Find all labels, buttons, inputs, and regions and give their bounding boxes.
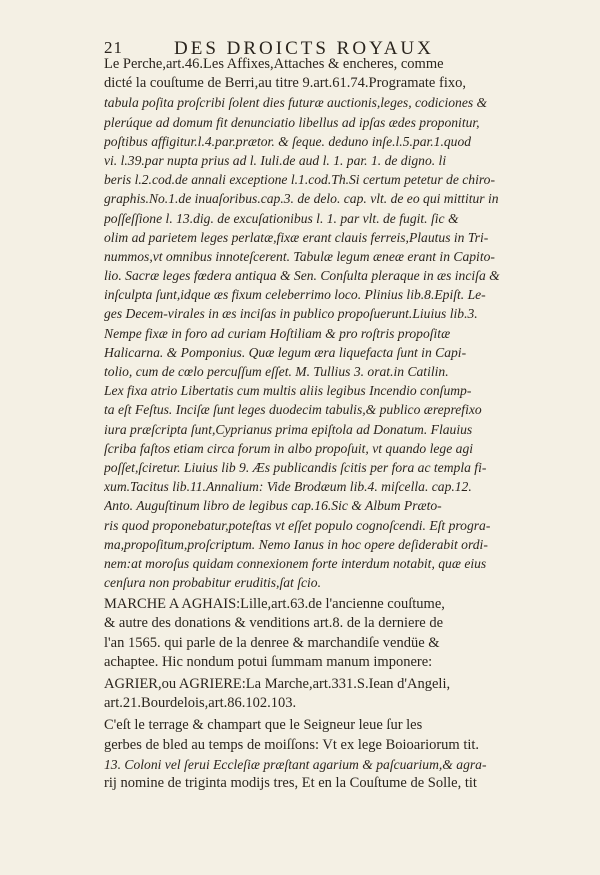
text-line: inſculpta ſunt,idque æs fixum celeberrimo loco. Plinius lib.8.Epiſt. Le- xyxy=(104,287,486,303)
text-line: ta eſt Feſtus. Inciſæ ſunt leges duodecim tabulis,& publico æreprefixo xyxy=(104,402,482,418)
text-line: tolio, cum de cœlo percuſſum eſſet. M. Tullius 3. orat.in Catilin. xyxy=(104,364,449,379)
text-line: Le Perche,art.46.Les Affixes,Attaches & encheres, comme xyxy=(104,56,444,72)
text-line: l'an 1565. qui parle de la denree & marchandiſe vendüe & xyxy=(104,634,440,651)
text-line: achaptee. Hic nondum potui ſummam manum imponere: xyxy=(104,653,433,670)
text-line: ma,propoſitum,proſcriptum. Nemo Ianus in hoc opere deſiderabit ordi- xyxy=(104,536,488,552)
running-head: DES DROICTS ROYAUX xyxy=(174,38,434,59)
text-line: Anto. Auguſtinum libro de legibus cap.16.Sic & Album Præto- xyxy=(104,498,442,514)
text-line: C'eſt le terrage & champart que le Seigneur leue ſur les xyxy=(104,717,423,734)
text-line: MARCHE A AGHAIS:Lille,art.63.de l'ancienne couſtume, xyxy=(104,596,445,613)
text-line: rij nomine de triginta modijs tres, Et en la Couſtume de Solle, tit xyxy=(104,774,477,791)
text-line: poſtibus affigitur.l.4.par.prætor. & ſeque. deduno inſe.l.5.par.1.quod xyxy=(104,133,472,149)
text-line: Halicarna. & Pomponius. Quæ legum æra liquefacta ſunt in Capi- xyxy=(104,344,467,360)
text-line: poſſet,ſciretur. Liuius lib 9. Æs publicandis ſcitis per fora ac templa fi- xyxy=(104,459,487,475)
text-line: ris quod proponebatur,poteſtas vt eſſet populo cognoſcendi. Eſt progra- xyxy=(104,517,491,533)
text-line: beris l.2.cod.de annali exceptione l.1.cod.Th.Si certum petetur de chiro- xyxy=(104,172,495,188)
text-line: vi. l.39.par nupta prius ad l. Iuli.de aud l. 1. par. 1. de digno. li xyxy=(104,152,447,168)
text-line: olim ad parietem leges perlatæ,fixæ erant clauis ferreis,Plautus in Tri- xyxy=(104,229,489,245)
text-line: ſcriba faſtos etiam circa forum in albo propoſuit, vt quando lege agi xyxy=(104,440,474,456)
text-line: AGRIER,ou AGRIERE:La Marche,art.331.S.Iean d'Angeli, xyxy=(104,676,451,692)
text-line: nem:at moroſus quidam connexionem forte interdum notabit, quæ eius xyxy=(104,555,487,571)
text-line: gerbes de bled au temps de moiſſons: Vt ex lege Boioariorum tit. xyxy=(104,736,480,753)
text-line: graphis.No.1.de inuaſoribus.cap.3. de delo. cap. vlt. de eo qui mittitur in xyxy=(104,191,499,207)
text-line: xum.Tacitus lib.11.Annalium: Vide Brodæum lib.4. miſcella. cap.12. xyxy=(104,479,472,495)
text-line: dicté la couſtume de Berri,au titre 9.art.61.74.Programate fixo, xyxy=(104,75,466,92)
text-line: nummos,vt omnibus innoteſcerent. Tabulæ legum æneæ erant in Capito- xyxy=(104,248,495,264)
text-line: plerúque ad domum fit denunciatio libellus ad ipſas ædes proponitur, xyxy=(104,114,480,130)
text-line: cenſura non probabitur eruditis,ſat ſcio. xyxy=(104,575,321,591)
text-line: lio. Sacræ leges fœdera antiqua & Sen. Conſulta pleraque in æs inciſa & xyxy=(104,268,500,284)
text-line: & autre des donations & venditions art.8. de la derniere de xyxy=(104,615,444,632)
text-line: Nempe fixæ in foro ad curiam Hoſtiliam & pro roſtris propoſitæ xyxy=(104,325,451,341)
text-line: tabula poſita proſcribi ſolent dies futuræ auctionis,leges, codiciones & xyxy=(104,95,488,111)
text-line: 13. Coloni vel ſerui Eccleſiæ præſtant agarium & paſcuarium,& agra- xyxy=(104,756,487,772)
text-line: ges Decem-virales in æs inciſas in publico propoſuerunt.Liuius lib.3. xyxy=(104,306,478,322)
page-number: 21 xyxy=(104,38,123,57)
page-body xyxy=(104,55,504,793)
text-line: art.21.Bourdelois,art.86.102.103. xyxy=(104,695,297,712)
text-line: iura præſcripta ſunt,Cyprianus prima epiſtola ad Donatum. Flauius xyxy=(104,421,473,437)
text-line: poſſeſſione l. 13.dig. de excuſationibus l. 1. par vlt. de fugit. ſic & xyxy=(104,210,459,226)
text-line: Lex fixa atrio Libertatis cum multis aliis legibus Incendio conſump- xyxy=(104,383,472,399)
